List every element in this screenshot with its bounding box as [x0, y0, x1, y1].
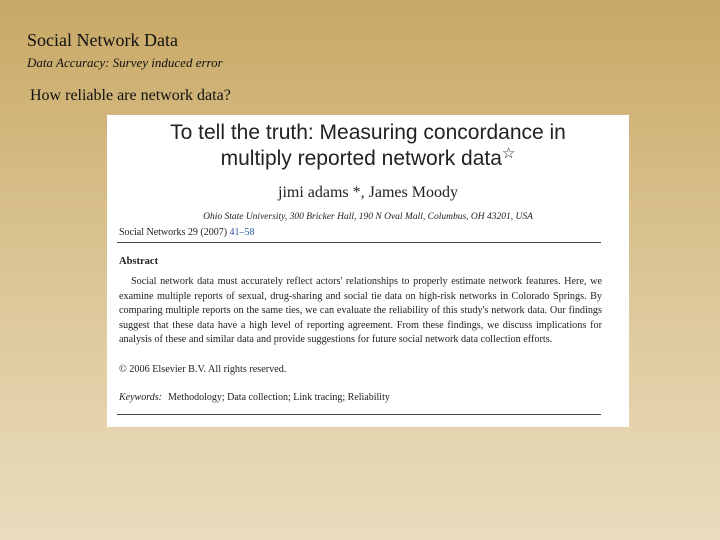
copyright-notice: © 2006 Elsevier B.V. All rights reserved. [119, 364, 287, 375]
abstract-heading: Abstract [119, 256, 159, 267]
star-icon: ☆ [501, 145, 516, 162]
paper-title-line-2-text: multiply reported network data [220, 147, 502, 170]
divider [117, 242, 601, 243]
slide-subtitle: Data Accuracy: Survey induced error [27, 55, 223, 70]
divider [117, 414, 601, 415]
paper-excerpt-image [107, 115, 629, 427]
paper-journal-citation [119, 227, 255, 239]
paper-authors: jimi adams *, James Moody [278, 184, 458, 201]
paper-affiliation: Ohio State University, 300 Bricker Hall, 190 N Oval Mall, Columbus, OH 43201, USA [203, 212, 533, 222]
slide-title: Social Network Data [27, 30, 178, 50]
paper-title [107, 120, 629, 172]
keywords-label: Keywords: [119, 392, 162, 403]
paper-title-line-1: To tell the truth: Measuring concordance in [170, 121, 566, 144]
journal-pages-link[interactable]: 41–58 [229, 227, 255, 238]
keywords [119, 391, 390, 404]
slide-question: How reliable are network data? [30, 87, 231, 104]
journal-name: Social Networks 29 (2007) [119, 227, 230, 238]
abstract-body: Social network data must accurately reflect actors' relationships to properly estimate network features. Here, we examine multiple reports of sexual, drug-sharing and social tie data on high-risk networks in Colorado Springs. By comparing multiple reports on the same ties, we can evaluate the reliability of this study's network data. Our findings suggest that these data have a high level of reporting agreement. From these findings, we discuss implications for analysis of these and similar data and provide suggestions for future social network data collection efforts. [119, 276, 602, 346]
keywords-value: Methodology; Data collection; Link tracing; Reliability [167, 392, 390, 403]
paper-title-line-2 [107, 146, 629, 172]
